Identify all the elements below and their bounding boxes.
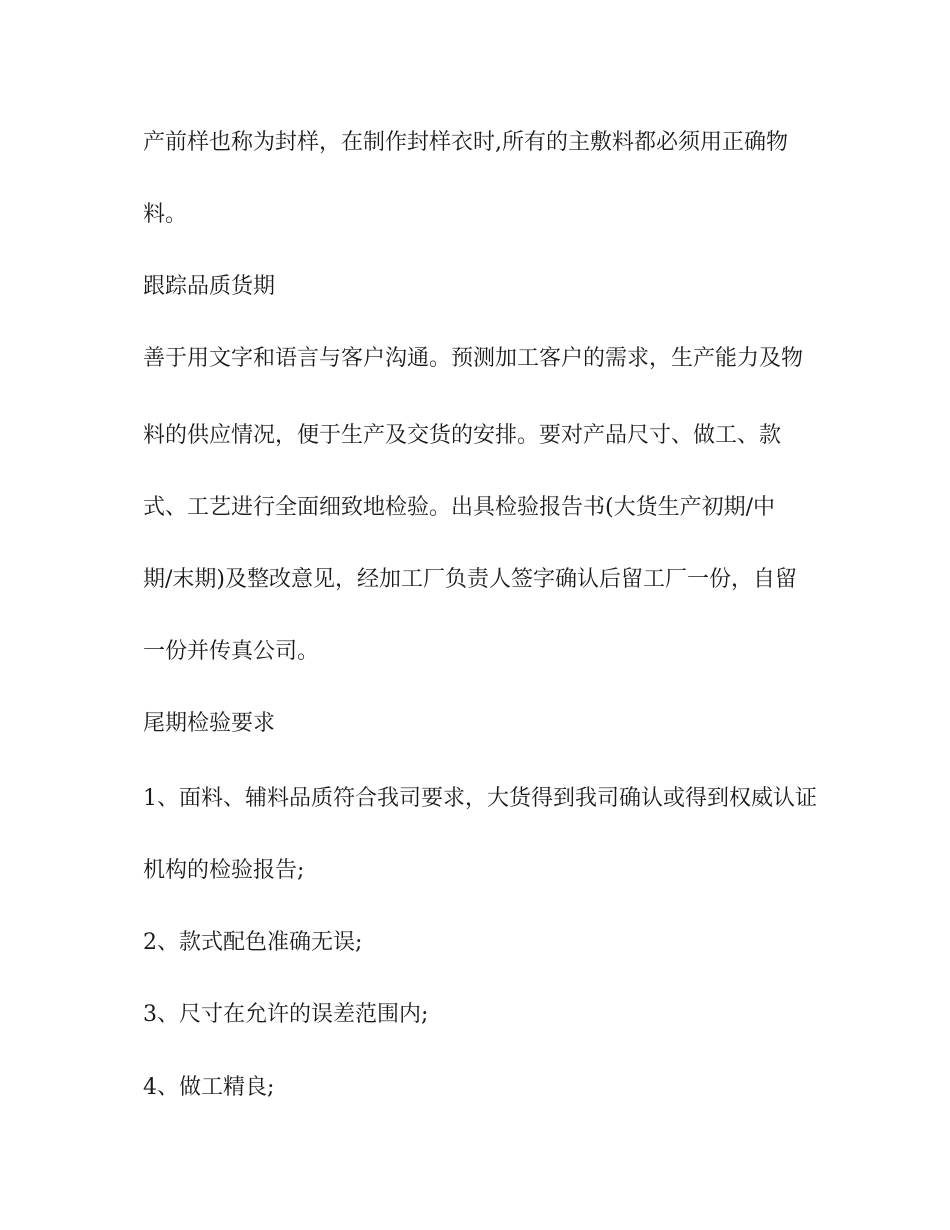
section-heading: 跟踪品质货期 — [143, 274, 276, 299]
body-text-line: 料。 — [143, 202, 188, 227]
body-text-line: 料的供应情况，便于生产及交货的安排。要对产品尺寸、做工、款 — [143, 423, 782, 448]
list-item-continuation: 机构的检验报告; — [143, 858, 305, 883]
body-text-line: 一份并传真公司。 — [143, 639, 320, 664]
list-item: 3、尺寸在允许的误差范围内; — [143, 1002, 429, 1027]
list-item: 4、做工精良; — [143, 1075, 275, 1100]
body-text-line: 善于用文字和语言与客户沟通。预测加工客户的需求，生产能力及物 — [143, 346, 804, 371]
body-text-line: 期/末期)及整改意见，经加工厂负责人签字确认后留工厂一份，自留 — [143, 567, 797, 592]
section-heading: 尾期检验要求 — [143, 711, 276, 736]
body-text-line: 产前样也称为封样，在制作封样衣时,所有的主敷料都必须用正确物 — [143, 130, 788, 155]
list-item: 2、款式配色准确无误; — [143, 930, 363, 955]
body-text-line: 式、工艺进行全面细致地检验。出具检验报告书(大货生产初期/中 — [143, 495, 775, 520]
list-item: 1、面料、辅料品质符合我司要求，大货得到我司确认或得到权威认证 — [143, 786, 817, 811]
